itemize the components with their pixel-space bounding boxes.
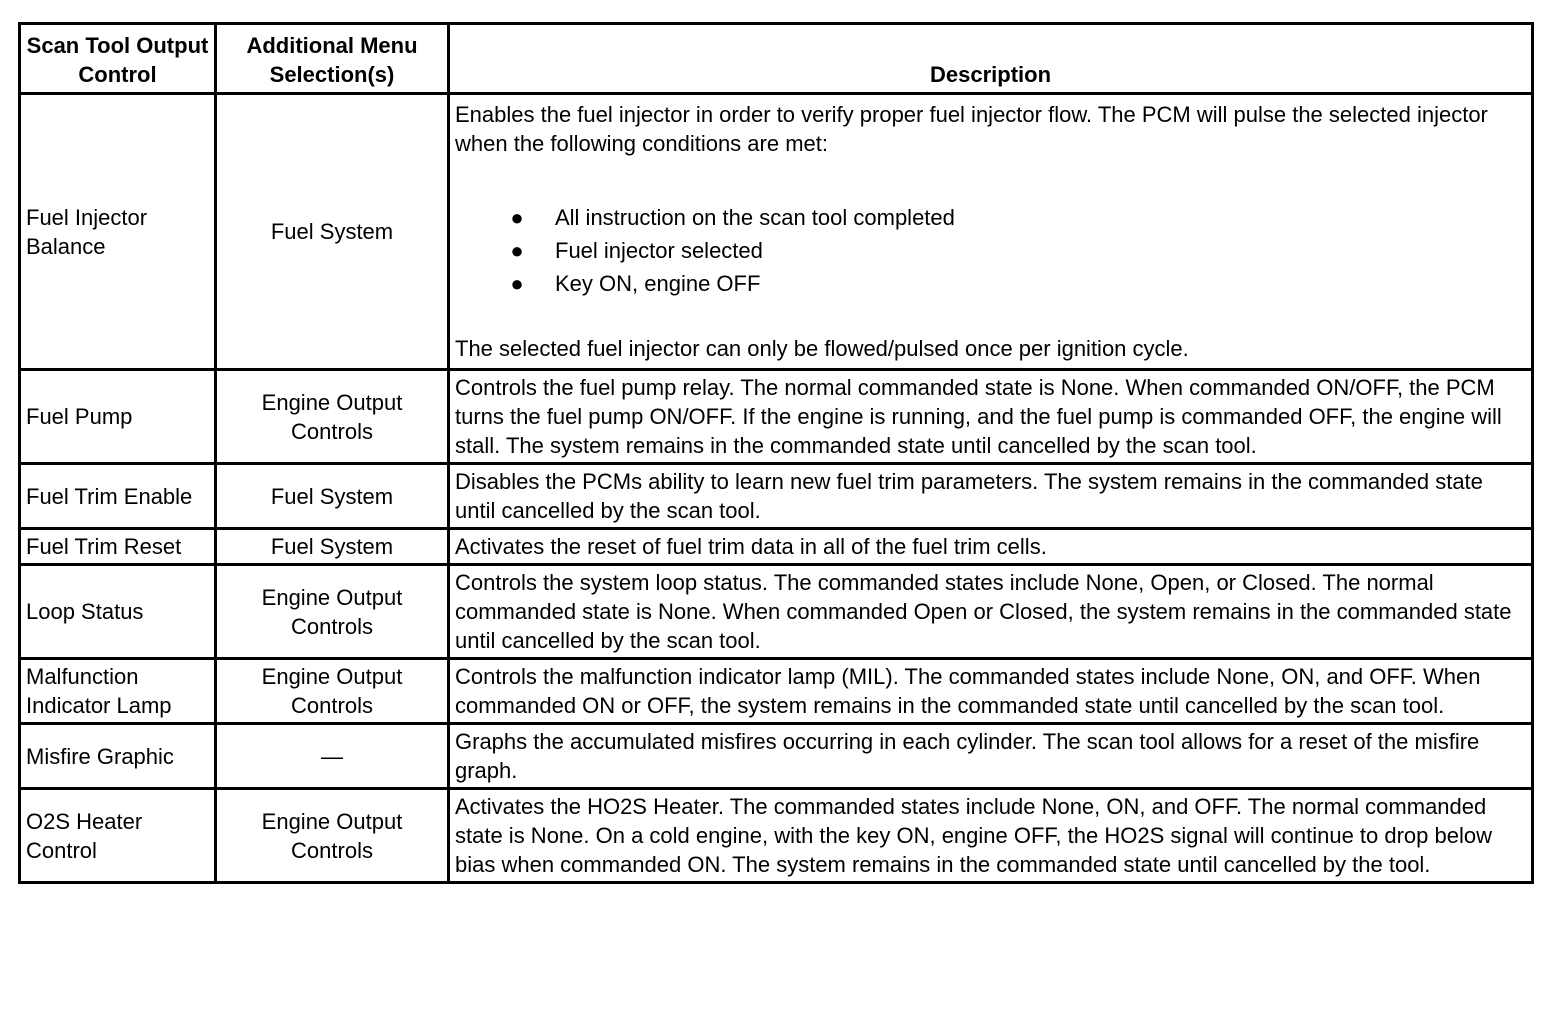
- conditions-list: [455, 201, 1526, 300]
- cell-menu: Fuel System: [216, 529, 449, 565]
- cell-control: Misfire Graphic: [20, 724, 216, 789]
- condition-text: Fuel injector selected: [555, 238, 763, 263]
- header-description: Description: [449, 24, 1533, 94]
- cell-description: Controls the system loop status. The commanded states include None, Open, or Closed. The normal commanded state is None. When commanded Open or Closed, the system remains in the commanded state until cancelled by the scan tool.: [449, 565, 1533, 659]
- description-outro: The selected fuel injector can only be flowed/pulsed once per ignition cycle.: [455, 336, 1189, 361]
- list-item: [455, 267, 1526, 300]
- condition-text: All instruction on the scan tool completed: [555, 205, 955, 230]
- header-additional-menu-selections: Additional Menu Selection(s): [216, 24, 449, 94]
- list-item: [455, 201, 1526, 234]
- header-scan-tool-output-control: Scan Tool Output Control: [20, 24, 216, 94]
- cell-control: Malfunction Indicator Lamp: [20, 659, 216, 724]
- cell-description: Graphs the accumulated misfires occurring in each cylinder. The scan tool allows for a reset of the misfire graph.: [449, 724, 1533, 789]
- cell-description: [449, 94, 1533, 370]
- cell-description: Controls the fuel pump relay. The normal commanded state is None. When commanded ON/OFF, the PCM turns the fuel pump ON/OFF. If the engine is running, and the fuel pump is commanded OFF, the engine will stall. The system remains in the commanded state until cancelled by the scan tool.: [449, 370, 1533, 464]
- cell-description: Activates the reset of fuel trim data in all of the fuel trim cells.: [449, 529, 1533, 565]
- cell-menu: Engine Output Controls: [216, 370, 449, 464]
- cell-control: Loop Status: [20, 565, 216, 659]
- table-row: [20, 94, 1533, 370]
- cell-menu: —: [216, 724, 449, 789]
- table-row: [20, 659, 1533, 724]
- cell-menu: Engine Output Controls: [216, 789, 449, 883]
- cell-control: Fuel Trim Enable: [20, 464, 216, 529]
- bullet-icon: ●: [510, 205, 524, 230]
- table-row: [20, 529, 1533, 565]
- cell-control: Fuel Injector Balance: [20, 94, 216, 370]
- table-header-row: [20, 24, 1533, 94]
- cell-description: Controls the malfunction indicator lamp (MIL). The commanded states include None, ON, and OFF. When commanded ON or OFF, the system remains in the commanded state until cancelled by the scan tool.: [449, 659, 1533, 724]
- description-intro: Enables the fuel injector in order to verify proper fuel injector flow. The PCM will pulse the selected injector when the following conditions are met:: [455, 102, 1488, 156]
- bullet-icon: ●: [510, 238, 524, 263]
- cell-control: Fuel Trim Reset: [20, 529, 216, 565]
- cell-control: O2S Heater Control: [20, 789, 216, 883]
- cell-menu: Engine Output Controls: [216, 659, 449, 724]
- cell-menu: Fuel System: [216, 94, 449, 370]
- cell-description: Activates the HO2S Heater. The commanded states include None, ON, and OFF. The normal commanded state is None. On a cold engine, with the key ON, engine OFF, the HO2S signal will continue to drop below bias when commanded ON. The system remains in the commanded state until cancelled by the tool.: [449, 789, 1533, 883]
- table-row: [20, 565, 1533, 659]
- cell-description: Disables the PCMs ability to learn new fuel trim parameters. The system remains in the commanded state until cancelled by the scan tool.: [449, 464, 1533, 529]
- condition-text: Key ON, engine OFF: [555, 271, 761, 296]
- cell-menu: Fuel System: [216, 464, 449, 529]
- bullet-icon: ●: [510, 271, 524, 296]
- table-row: [20, 724, 1533, 789]
- list-item: [455, 234, 1526, 267]
- cell-control: Fuel Pump: [20, 370, 216, 464]
- cell-menu: Engine Output Controls: [216, 565, 449, 659]
- output-control-table: [18, 22, 1534, 884]
- table-row: [20, 789, 1533, 883]
- table-row: [20, 464, 1533, 529]
- table-row: [20, 370, 1533, 464]
